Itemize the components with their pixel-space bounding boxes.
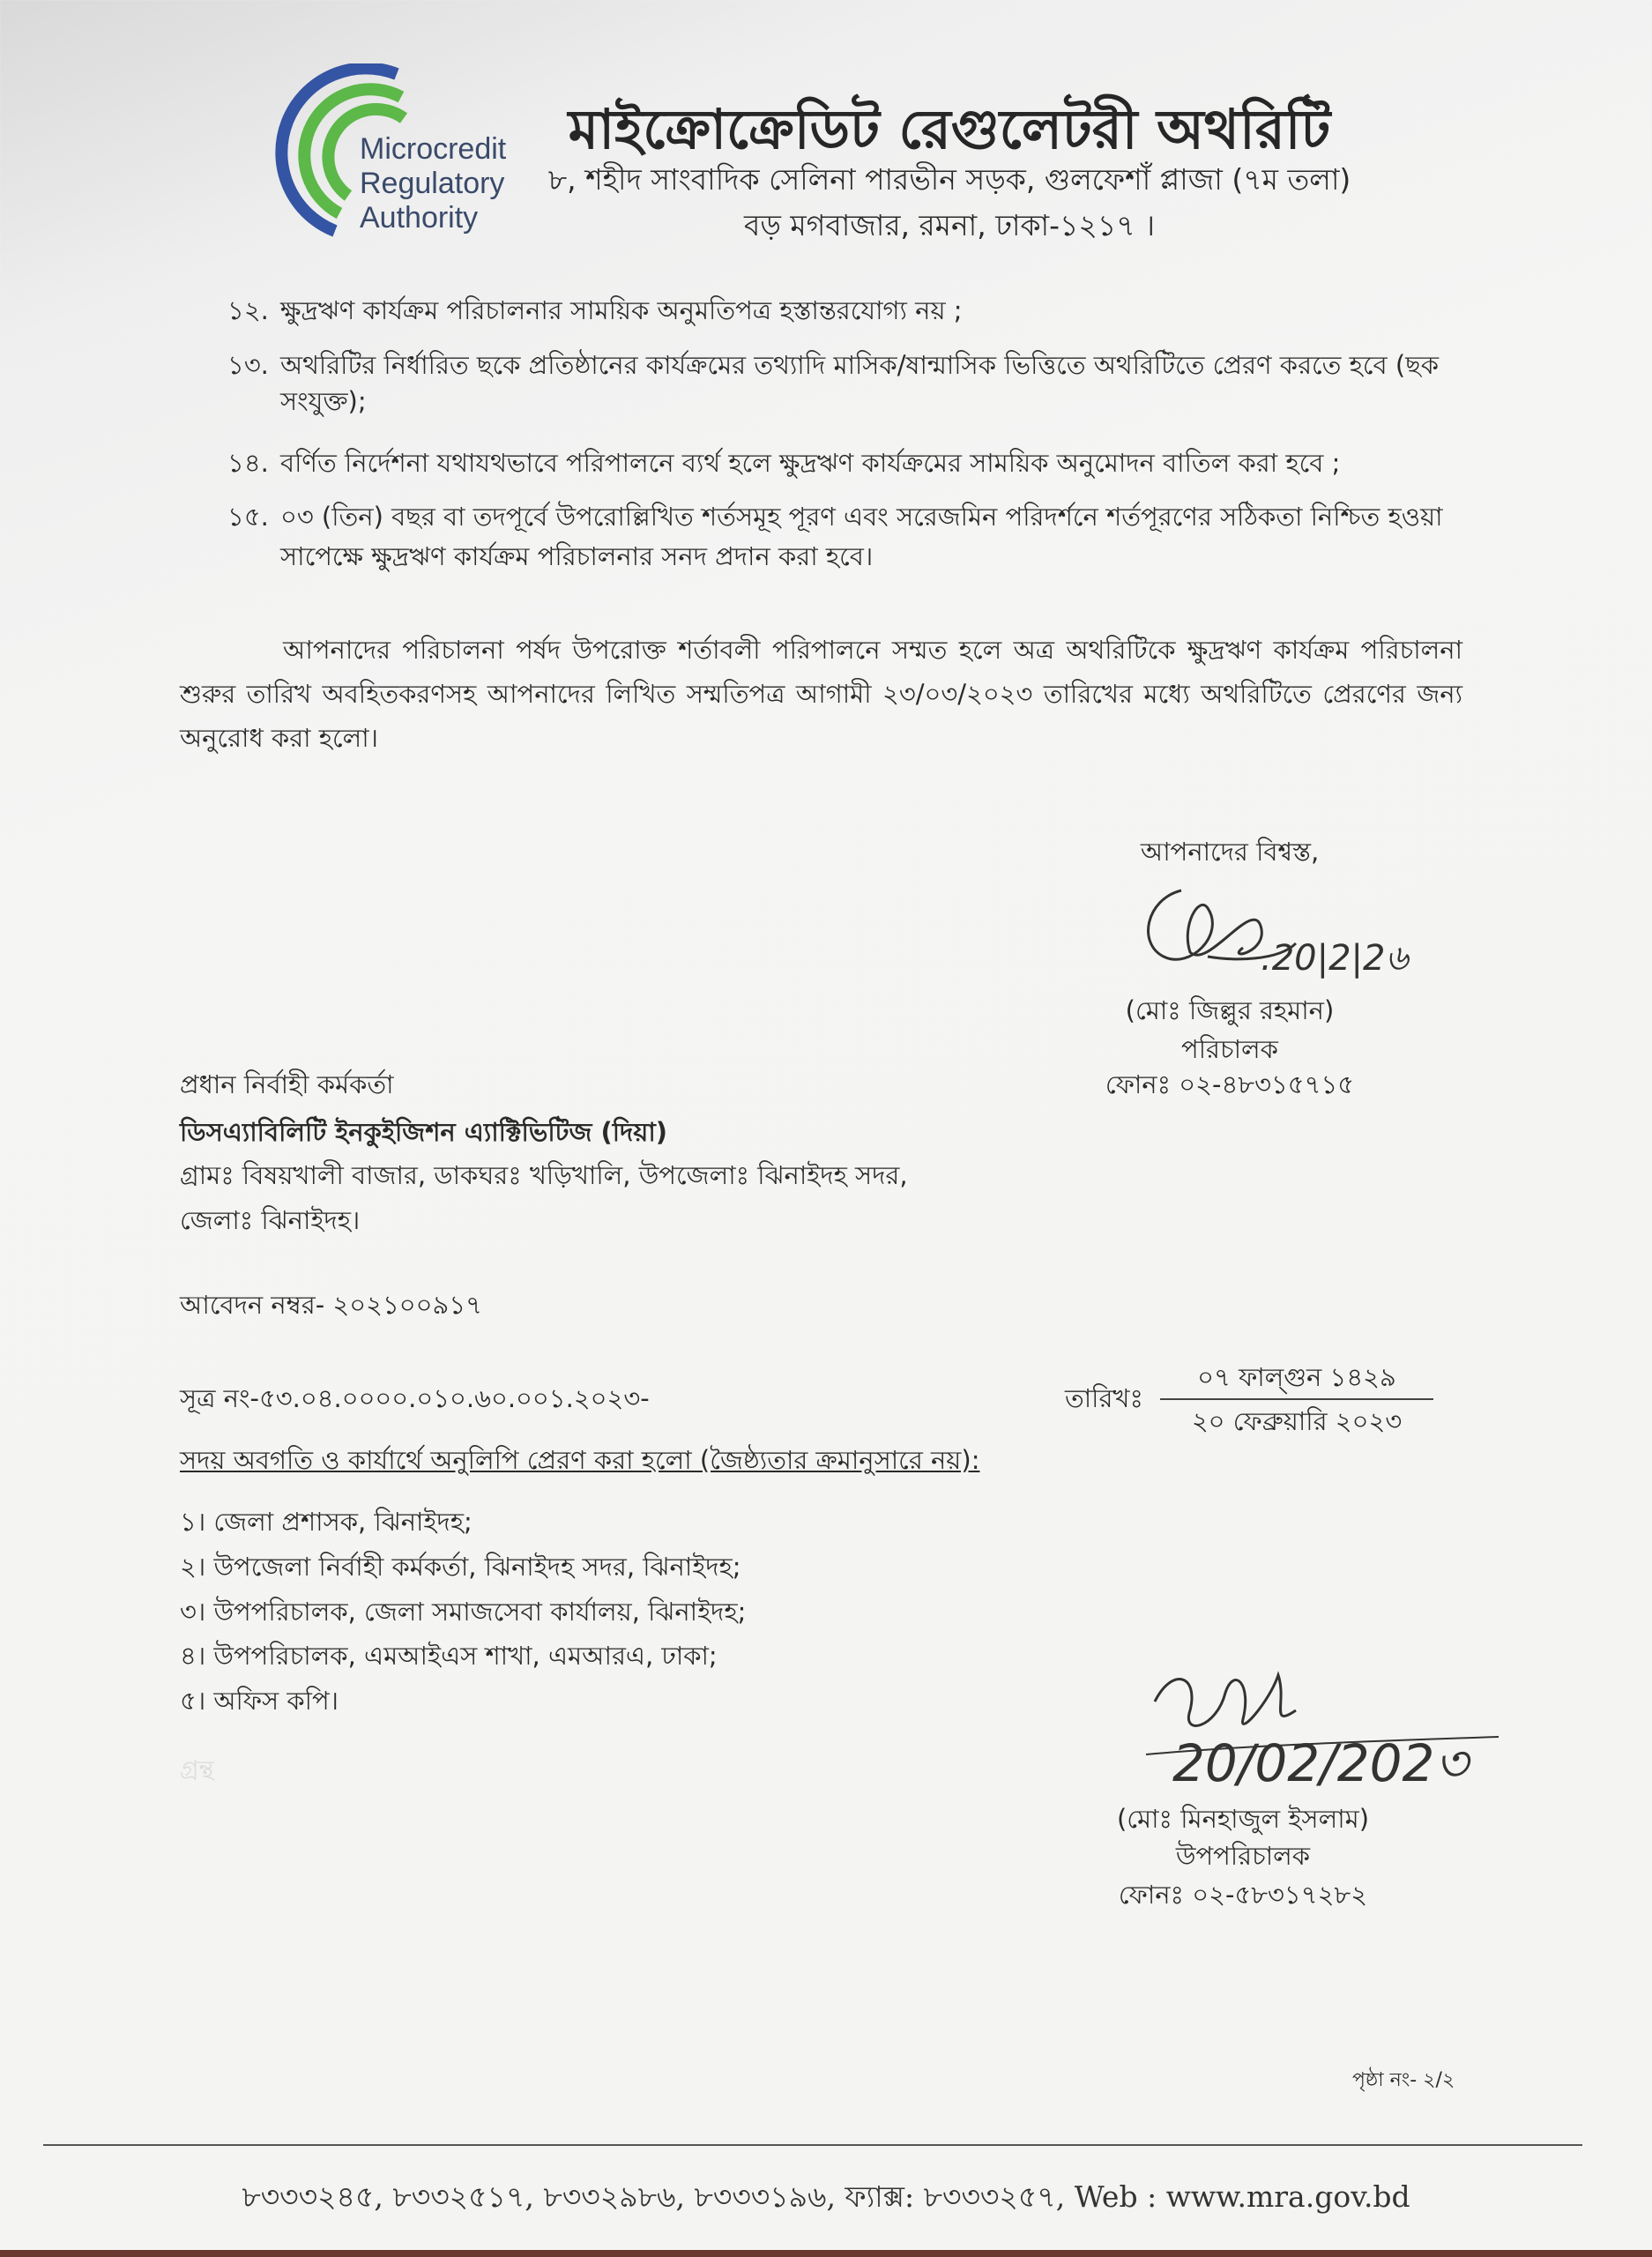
recipient-org: ডিসএ্যাবিলিটি ইনকুইজিশন এ্যাক্টিভিটিজ (দিয়া) (180, 1117, 668, 1147)
copy-item: ৩। উপপরিচালক, জেলা সমাজসেবা কার্যালয়, ঝিনাইদহ; (180, 1597, 747, 1627)
condition-number: ১২. (227, 295, 269, 325)
signatory-name: (মোঃ জিল্লুর রহমান) (1125, 995, 1335, 1025)
copy-item: ৪। উপপরিচালক, এমআইএস শাখা, এমআরএ, ঢাকা; (180, 1641, 718, 1671)
footer-divider (43, 2144, 1582, 2146)
page-edge (0, 2250, 1652, 2257)
logo-text-line: Microcredit (360, 132, 507, 166)
logo-text-line: Regulatory (360, 167, 505, 200)
svg-text:20/02/202৩: 20/02/202৩ (1172, 1733, 1469, 1793)
request-paragraph: আপনাদের পরিচালনা পর্ষদ উপরোক্ত শর্তাবলী পরিপালনে সম্মত হলে অত্র অথরিটিকে ক্ষুদ্রঋণ কার্যক্রম পরিচালনা শুরুর তারিখ অবহিতকরণসহ আপনাদের লিখিত সম্মতিপত্র আগামী ২৩/০৩/২০২৩ তারিখের মধ্যে অথরিটিতে প্রেরণের জন্য অনুরোধ করা হলো। (180, 635, 1462, 753)
condition-text: অথরিটির নির্ধারিত ছকে প্রতিষ্ঠানের কার্যক্রমের তথ্যাদি মাসিক/ষান্মাসিক ভিত্তিতে অথরিটিতে প্রেরণ করতে হবে (ছক (280, 350, 1440, 380)
recipient-address: গ্রামঃ বিষয়খালী বাজার, ডাকঘরঃ খড়িখালি, উপজেলাঃ ঝিনাইদহ সদর, (180, 1160, 908, 1190)
condition-text: বর্ণিত নির্দেশনা যথাযথভাবে পরিপালনে ব্যর্থ হলে ক্ষুদ্রঋণ কার্যক্রমের সাময়িক অনুমোদন বাতিল করা হবে ; (280, 448, 1341, 478)
address-line: বড় মগবাজার, রমনা, ঢাকা-১২১৭ । (743, 208, 1156, 242)
signature-1 (1128, 873, 1410, 987)
date-bangla: ০৭ ফাল্গুন ১৪২৯ (1197, 1362, 1396, 1392)
date-gregorian: ২০ ফেব্রুয়ারি ২০২৩ (1191, 1406, 1403, 1436)
condition-text: ০৩ (তিন) বছর বা তদপূর্বে উপরোল্লিখিত শর্তসমূহ পূরণ এবং সরেজমিন পরিদর্শনে শর্তপূরণের সঠিকতা নিশ্চিত হওয়া (280, 502, 1443, 532)
condition-number: ১৩. (227, 350, 269, 380)
memo-number: সূত্র নং-৫৩.০৪.০০০০.০১০.৬০.০০১.২০২৩- (180, 1383, 650, 1413)
footer-contact: ৮৩৩৩২৪৫, ৮৩৩২৫১৭, ৮৩৩২৯৮৬, ৮৩৩৩১৯৬, ফ্যাক্স: ৮৩৩৩২৫৭, Web : www.mra.gov.bd (242, 2179, 1410, 2214)
condition-text: ক্ষুদ্রঋণ কার্যক্রম পরিচালনার সাময়িক অনুমতিপত্র হস্তান্তরযোগ্য নয় ; (280, 295, 963, 325)
date-label: তারিখঃ (1065, 1383, 1143, 1413)
closing: আপনাদের বিশ্বস্ত, (1140, 837, 1320, 867)
svg-text:.20|2|2৬: .20|2|2৬ (1261, 938, 1409, 979)
logo-text-line: Authority (360, 201, 479, 235)
signatory-designation: উপপরিচালক (1175, 1841, 1311, 1871)
condition-number: ১৪. (227, 448, 269, 478)
signature-2 (1137, 1649, 1507, 1799)
recipient-address: জেলাঃ ঝিনাইদহ। (180, 1205, 361, 1235)
copy-item: ১। জেলা প্রশাসক, ঝিনাইদহ; (180, 1507, 473, 1537)
signatory-phone: ফোনঃ ০২-৪৮৩১৫৭১৫ (1105, 1069, 1355, 1099)
recipient-title: প্রধান নির্বাহী কর্মকর্তা (180, 1069, 394, 1099)
condition-text: সাপেক্ষে ক্ষুদ্রঋণ কার্যক্রম পরিচালনার সনদ প্রদান করা হবে। (280, 541, 874, 571)
signatory-phone: ফোনঃ ০২-৫৮৩১৭২৮২ (1118, 1880, 1368, 1910)
signatory-name: (মোঃ মিনহাজুল ইসলাম) (1116, 1804, 1370, 1834)
signatory-designation: পরিচালক (1181, 1034, 1278, 1064)
copy-item: ৫। অফিস কপি। (180, 1686, 339, 1716)
page-number: পৃষ্ঠা নং- ২/২ (1352, 2069, 1455, 2091)
condition-number: ১৫. (227, 502, 269, 532)
copy-heading: সদয় অবগতি ও কার্যার্থে অনুলিপি প্রেরণ করা হলো (জৈষ্ঠ্যতার ক্রমানুসারে নয়): (180, 1445, 980, 1475)
application-number: আবেদন নম্বর- ২০২১০০৯১৭ (180, 1290, 482, 1320)
faint-mark: গ্রন্থ (180, 1754, 214, 1784)
condition-text: সংযুক্ত); (280, 386, 367, 416)
address-line: ৮, শহীদ সাংবাদিক সেলিনা পারভীন সড়ক, গুলফেশাঁ প্লাজা (৭ম তলা) (547, 162, 1351, 197)
copy-item: ২। উপজেলা নির্বাহী কর্মকর্তা, ঝিনাইদহ সদর, ঝিনাইদহ; (180, 1552, 741, 1582)
org-title: মাইক্রোক্রেডিট রেগুলেটরী অথরিটি (568, 97, 1331, 161)
date-divider (1160, 1398, 1433, 1400)
